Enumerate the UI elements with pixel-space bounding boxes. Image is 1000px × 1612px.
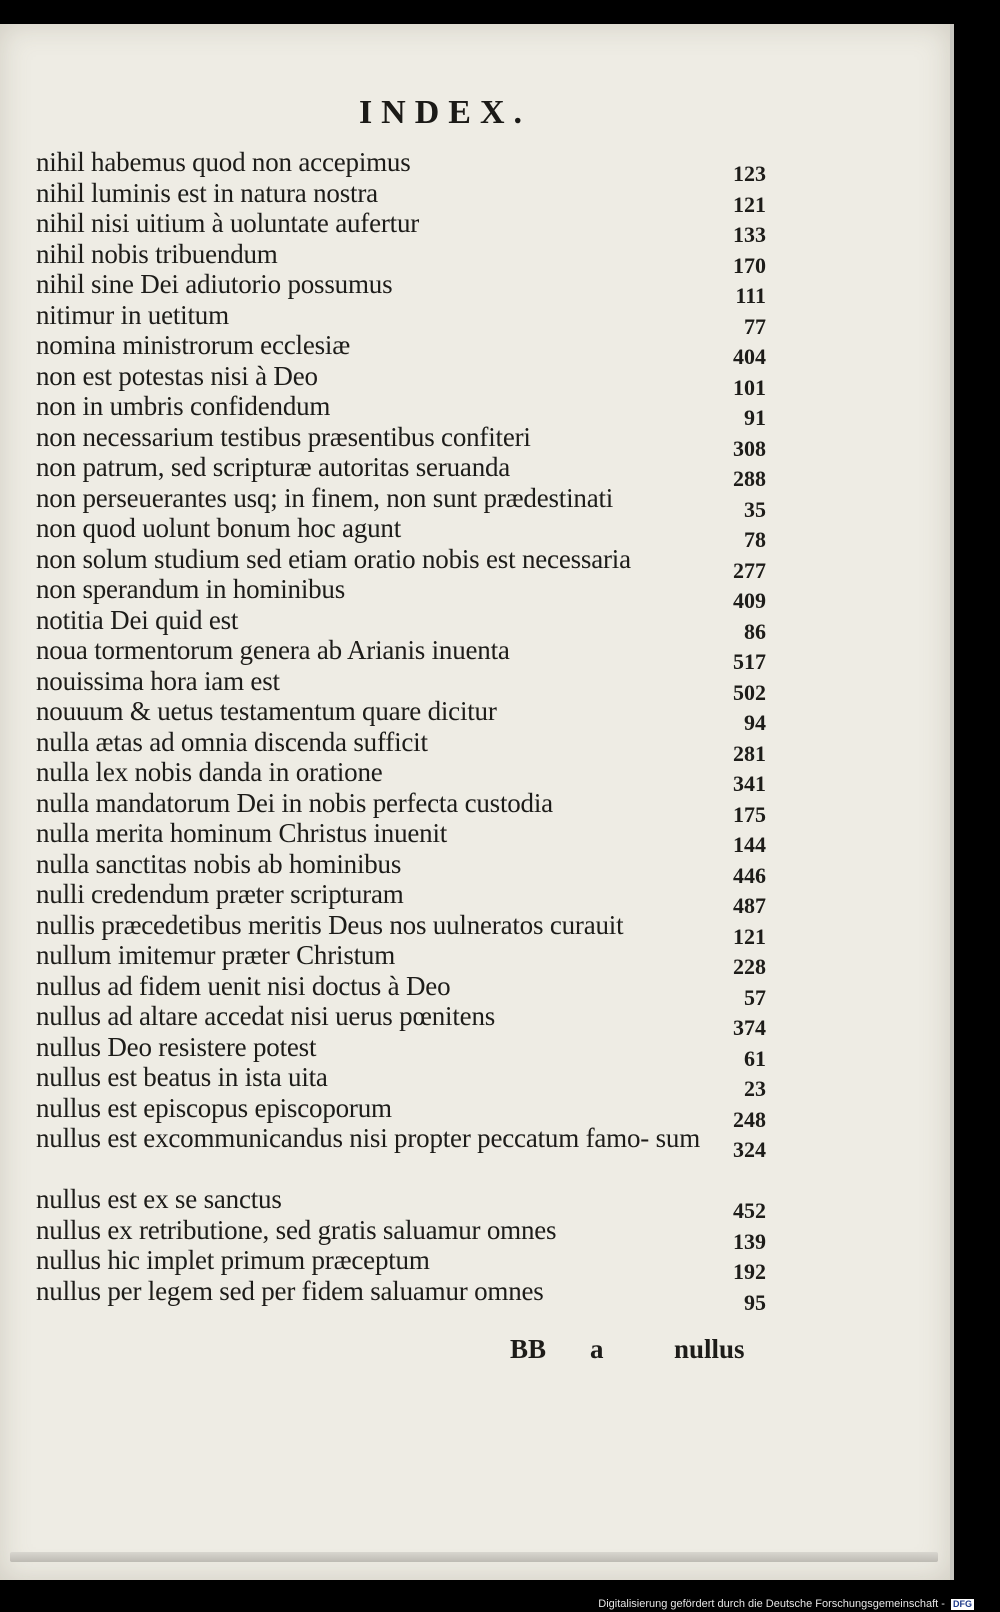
index-page-number: 139 [733, 1228, 766, 1254]
index-term: nulla lex nobis danda in oratione [36, 757, 383, 787]
index-term: noua tormentorum genera ab Arianis inuenta [36, 635, 510, 665]
index-entry [36, 391, 766, 430]
index-term: nullus est episcopus episcoporum [36, 1092, 392, 1123]
index-term: nitimur in uetitum [36, 299, 229, 330]
index-page-number: 170 [733, 252, 766, 278]
index-entry [36, 696, 766, 735]
index-page-number: 111 [735, 283, 766, 308]
index-entry [36, 452, 766, 491]
index-page-number: 23 [744, 1076, 766, 1101]
index-page-number: 57 [744, 984, 766, 1010]
index-term: nullus est ex se sanctus [36, 1184, 282, 1214]
index-entry [36, 1031, 766, 1071]
index-page-number: 121 [733, 191, 766, 217]
index-term: nouissima hora iam est [36, 665, 280, 696]
index-page-number: 288 [733, 466, 766, 491]
index-entry [36, 177, 766, 217]
page-title: INDEX. [358, 94, 532, 131]
index-entry [36, 818, 766, 857]
index-term: nihil nisi uitium à uoluntate aufertur [36, 208, 420, 238]
index-page-number: 374 [733, 1015, 766, 1040]
index-entry [36, 970, 766, 1010]
index-page-number: 144 [733, 832, 766, 857]
index-term: notitia Dei quid est [36, 604, 239, 635]
index-term: non solum studium sed etiam oratio nobis est necessaria [36, 543, 631, 574]
index-entries-list [36, 147, 766, 1315]
index-entry [36, 482, 766, 522]
index-entry [36, 208, 766, 247]
index-entry [36, 299, 766, 339]
index-page-number: 308 [733, 435, 766, 461]
index-entry [36, 757, 766, 796]
index-entry [36, 787, 766, 827]
index-entry [36, 879, 766, 918]
index-entry [36, 574, 766, 613]
index-term: nullus ex retributione, sed gratis saluamur omnes [36, 1214, 557, 1245]
index-page-number: 502 [733, 679, 766, 705]
credit-text: Digitalisierung gefördert durch die Deutsche Forschungsgemeinschaft - [598, 1598, 945, 1610]
index-term: nomina ministrorum ecclesiæ [36, 330, 351, 360]
index-page-number: 487 [733, 893, 766, 918]
catchword: nullus [674, 1334, 745, 1364]
index-page-number: 95 [744, 1289, 766, 1315]
index-page-number: 228 [733, 954, 766, 979]
index-term: nullus est beatus in ista uita [36, 1062, 328, 1092]
index-term: nullus Deo resistere potest [36, 1031, 317, 1062]
index-term: nihil sine Dei adiutorio possumus [36, 269, 393, 299]
index-entry [36, 604, 766, 644]
index-term: nulli credendum præter scripturam [36, 879, 404, 909]
index-term: non necessarium testibus præsentibus confiteri [36, 421, 531, 452]
index-page-number: 78 [744, 527, 766, 552]
book-page [0, 24, 954, 1580]
index-entry [36, 726, 766, 766]
index-page-number: 175 [733, 801, 766, 827]
index-page-number: 133 [733, 222, 766, 247]
index-term: nihil nobis tribuendum [36, 238, 278, 269]
index-entry [36, 543, 766, 583]
index-term: nullus est excommunicandus nisi propter peccatum famo- sum [36, 1123, 700, 1153]
index-page-number: 452 [733, 1198, 766, 1223]
index-term: nihil luminis est in natura nostra [36, 177, 378, 208]
index-entry [36, 848, 766, 888]
index-page-number: 446 [733, 862, 766, 888]
index-term: nihil habemus quod non accepimus [36, 147, 411, 177]
index-page-number: 277 [733, 557, 766, 583]
index-page-number: 517 [733, 649, 766, 674]
index-page-number: 409 [733, 588, 766, 613]
index-page-number: 86 [744, 618, 766, 644]
index-term: nullus per legem sed per fidem saluamur omnes [36, 1275, 544, 1306]
index-term: non est potestas nisi à Deo [36, 360, 318, 391]
index-page-number: 101 [733, 374, 766, 400]
index-term: nullum imitemur præter Christum [36, 940, 396, 970]
index-entry [36, 909, 766, 949]
index-page-number: 61 [744, 1045, 766, 1071]
index-page-number: 324 [733, 1137, 766, 1162]
index-entry [36, 940, 766, 979]
index-term: nullis præcedetibus meritis Deus nos uulneratos curauit [36, 909, 624, 940]
dfg-logo: DFG [953, 1599, 972, 1609]
index-page-number: 91 [744, 405, 766, 430]
index-term: nulla sanctitas nobis ab hominibus [36, 848, 402, 879]
index-term: nullus hic implet primum præceptum [36, 1245, 430, 1275]
index-entry [36, 1092, 766, 1132]
index-term: nulla mandatorum Dei in nobis perfecta custodia [36, 787, 553, 818]
index-term: non in umbris confidendum [36, 391, 331, 421]
index-page-number: 77 [744, 313, 766, 339]
index-page-number: 123 [733, 161, 766, 186]
index-page-number: 281 [733, 740, 766, 766]
signature-mark: BB [510, 1334, 547, 1364]
index-term: nouuum & uetus testamentum quare dicitur [36, 696, 497, 726]
index-entry [36, 147, 766, 186]
index-entry [36, 1275, 766, 1315]
index-page-number: 341 [733, 771, 766, 796]
index-page-number: 121 [733, 923, 766, 949]
index-entry [36, 238, 766, 278]
index-entry [36, 1184, 766, 1223]
page-footer [0, 1334, 950, 1368]
index-term: nullus ad fidem uenit nisi doctus à Deo [36, 970, 451, 1001]
index-entry [36, 330, 766, 369]
digitization-credit [598, 1598, 974, 1610]
index-page-number: 248 [733, 1106, 766, 1132]
index-term: non perseuerantes usq; in finem, non sunt prædestinati [36, 482, 614, 513]
index-term: non sperandum in hominibus [36, 574, 346, 604]
index-entry [36, 513, 766, 552]
index-entry [36, 1062, 766, 1101]
index-page-number: 94 [744, 710, 766, 735]
index-entry [36, 1245, 766, 1284]
index-entry [36, 1123, 766, 1184]
index-entry [36, 665, 766, 705]
index-entry [36, 360, 766, 400]
page-edge [10, 1552, 938, 1562]
index-entry [36, 635, 766, 674]
index-page-number: 35 [744, 496, 766, 522]
index-page-number: 192 [733, 1259, 766, 1284]
index-term: non quod uolunt bonum hoc agunt [36, 513, 402, 543]
index-term: nulla merita hominum Christus inuenit [36, 818, 448, 848]
index-term: nullus ad altare accedat nisi uerus pœnitens [36, 1001, 496, 1031]
index-term: nulla ætas ad omnia discenda sufficit [36, 726, 428, 757]
index-page-number: 404 [733, 344, 766, 369]
index-entry [36, 1214, 766, 1254]
signature-leaf-mark: a [590, 1334, 604, 1364]
index-entry [36, 269, 766, 308]
index-entry [36, 421, 766, 461]
index-term: non patrum, sed scripturæ autoritas seruanda [36, 452, 511, 482]
index-entry [36, 1001, 766, 1040]
